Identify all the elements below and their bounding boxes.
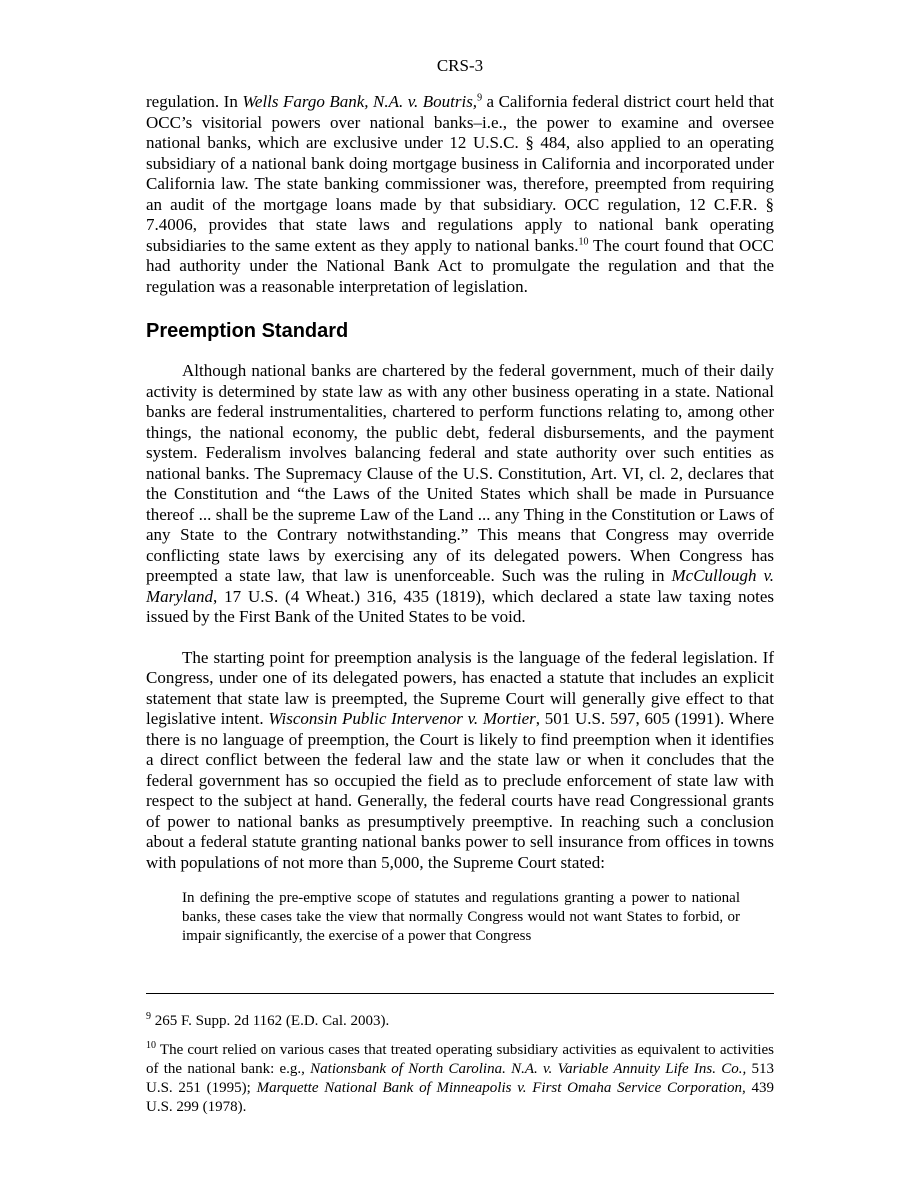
footnote-ref-9[interactable]: 9 xyxy=(477,92,483,104)
paragraph-preemption-analysis: The starting point for preemption analysis is the language of the federal legislation. If Congress, under one of its delegated powers, has enacted a statute that includes an explicit statement that state law is preempted, the Supreme Court will generally give effect to that legislative intent. Wisconsin Public Intervenor v. Mortier, 501 U.S. 597, 605 (1991). Where there is no language of preemption, the Court is likely to find preemption when it identifies a direct conflict between the federal law and the state law or when it concludes that the federal government has so occupied the field as to preclude enforcement of state law with respect to the subject at hand. Generally, the federal courts have read Congressional grants of power to national banks as presumptively preemptive. In reaching such a conclusion about a federal statute granting national banks power to sell insurance from offices in towns with populations of not more than 5,000, the Supreme Court stated: xyxy=(146,647,774,872)
case-citation: Marquette National Bank of Minneapolis v. First Omaha Service Corporation xyxy=(256,1080,742,1096)
case-citation: Wells Fargo Bank, N.A. v. Boutris, xyxy=(242,92,478,111)
block-quote: In defining the pre-emptive scope of statutes and regulations granting a power to national banks, these cases take the view that normally Congress would not want States to forbid, or impair significantly, the exercise of a power that Congress xyxy=(182,890,740,944)
case-citation: McCullough v. Maryland xyxy=(146,566,774,606)
footnote-divider xyxy=(146,993,774,994)
footnote-9: $^9$ 265 F. Supp. 2d 1162 (E.D. Cal. 2003). xyxy=(146,1011,390,1029)
case-citation: Nationsbank of North Carolina. N.A. v. Variable Annuity Life Ins. Co., xyxy=(310,1061,747,1077)
footnote-ref-10[interactable]: 10 xyxy=(578,235,589,247)
document-body xyxy=(146,92,774,946)
case-citation: Wisconsin Public Intervenor v. Mortier xyxy=(268,709,536,728)
page-number: CRS-3 xyxy=(436,56,484,75)
paragraph-supremacy: Although national banks are chartered by the federal government, much of their daily activity is determined by state law as with any other business operating in a state. National banks are federal instrumentalities, chartered to perform functions relating to, among other things, the national economy, the public debt, federal disbursements, and the payment system. Federalism involves balancing federal and state authority over such entities as national banks. The Supremacy Clause of the U.S. Constitution, Art. VI, cl. 2, declares that the Constitution and “the Laws of the United States which shall be made in Pursuance thereof ... shall be the supreme Law of the Land ... any Thing in the Constitution or Laws of any State to the Contrary notwithstanding.” This means that Congress may override conflicting state laws by exercising any of its delegated powers. When Congress has preempted a state law, that law is unenforceable. Such was the ruling in McCullough v. Maryland, 17 U.S. (4 Wheat.) 316, 435 (1819), which declared a state law taxing notes issued by the First Bank of the United States to be void. xyxy=(146,361,774,626)
section-heading: Preemption Standard xyxy=(146,320,349,342)
paragraph-boutris: regulation. In Wells Fargo Bank, N.A. v. Boutris,$^9$ a California federal district court held that OCC’s visitorial powers over national banks–i.e., the power to examine and oversee national banks, which are exclusive under 12 U.S.C. § 484, also applied to an operating subsidiary of a national bank doing mortgage business in California and incorporated under California law. The state banking commissioner was, therefore, preempted from requiring an audit of the mortgage loans made by that subsidiary. OCC regulation, 12 C.F.R. § 7.4006, provides that state laws and regulations apply to national bank operating subsidiaries to the same extent as they apply to national banks.$^{10}$ The court found that OCC had authority under the National Bank Act to promulgate the regulation and that the regulation was a reasonable interpretation of legislation. xyxy=(146,92,774,296)
footnote-10: $^{10}$ The court relied on various cases that treated operating subsidiary activities as equivalent to activities of the national bank: e.g., Nationsbank of North Carolina. N.A. v. Variable Annuity Life Ins. Co., 513 U.S. 251 (1995); Marquette National Bank of Minneapolis v. First Omaha Service Corporation, 439 U.S. 299 (1978). xyxy=(146,1040,775,1115)
footnotes-section xyxy=(146,993,774,1127)
